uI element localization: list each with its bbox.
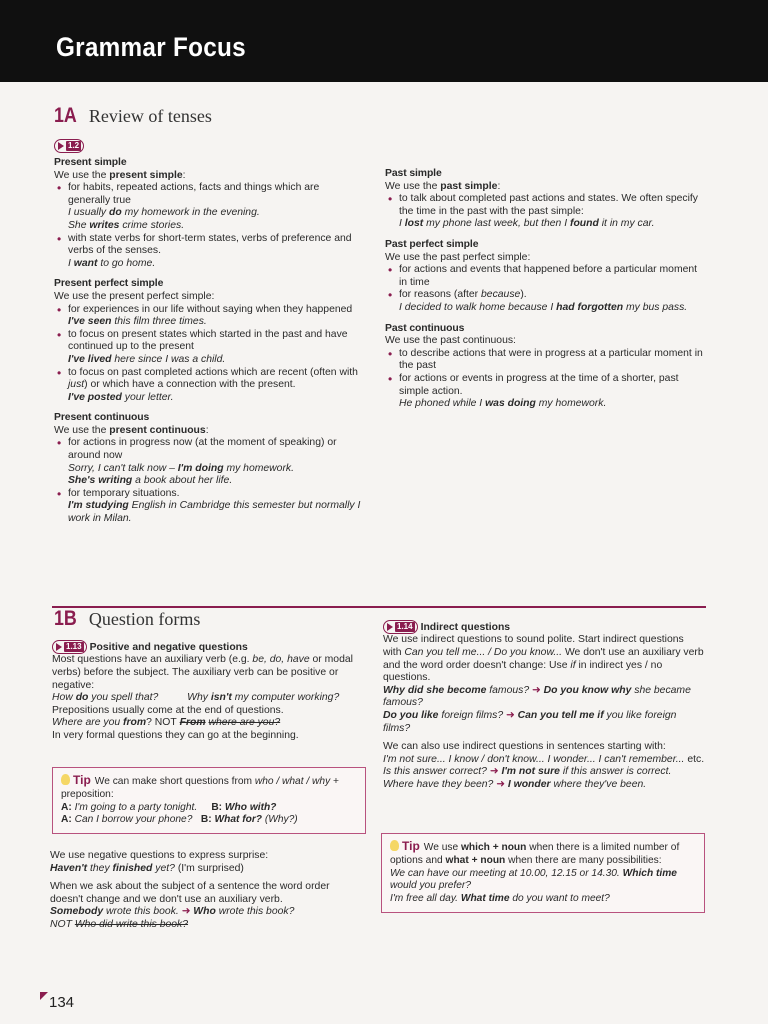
audio-play-icon[interactable]: 1.13	[52, 640, 87, 654]
example: I've posted your letter.	[68, 391, 174, 403]
heading-present-simple: Present simple	[54, 157, 127, 168]
column-1a-right: Past simple We use the past simple: • to talk about completed past actions and states. We often specify the time in the past with the past simple: I lost my phone last week, but then I found it in my car. Past perfect simple We use the past perfect simple: • for actions and events that happened before a particular moment in time • for reasons (after because). I decided to walk home because I had forgotten my bus pass. Past continuous We use the past continuous: • to describe actions that were in progress at a particular moment in the past • for actions or events in progress at the time of a shorter, past simple action. He phoned while I was doing my homework.	[385, 168, 705, 411]
corner-mark-icon	[40, 992, 48, 1000]
section-title: Review of tenses	[88, 106, 212, 126]
audio-play-icon[interactable]: 1.2	[54, 139, 84, 153]
example: I want to go home.	[68, 257, 156, 269]
list-item: • with state verbs for short-term states, verbs of preference and verbs of the senses.	[54, 233, 364, 258]
example: NOT Who did write this book?	[50, 918, 189, 930]
example: I decided to walk home because I had forgotten my bus pass.	[399, 301, 688, 313]
section-number: 1B	[54, 607, 77, 630]
lightbulb-icon	[390, 840, 399, 851]
heading-positive-negative: Positive and negative questions	[89, 641, 248, 653]
example: Do you like foreign films? ➜ Can you tell me if you like foreign films?	[383, 709, 677, 734]
heading-past-perfect: Past perfect simple	[385, 238, 479, 250]
example: He phoned while I was doing my homework.	[399, 398, 607, 410]
example: I lost my phone last week, but then I found it in my car.	[399, 218, 655, 230]
heading-indirect-questions: Indirect questions	[420, 621, 511, 633]
audio-play-icon[interactable]: 1.14	[383, 620, 418, 634]
list-item: • to focus on present states which started in the past and have continued up to the present	[54, 329, 364, 354]
list-item: • to focus on past completed actions which are recent (often with just) or which have a connection with the present.	[54, 367, 364, 392]
heading-present-perfect: Present perfect simple	[54, 278, 164, 290]
list-item: • for experiences in our life without saying when they happened	[54, 304, 364, 317]
column-1b-left-lower: We use negative questions to express surprise: Haven't they finished yet? (I'm surprised) When we ask about the subject of a sentence the word order doesn't change and we don't use an auxiliary verb. Somebody wrote this book. ➜ Who wrote this book? NOT Who did write this book?	[50, 850, 362, 932]
page-title: Grammar Focus	[56, 32, 246, 62]
example: She's writing a book about her life.	[68, 475, 233, 487]
list-item: • for temporary situations.	[54, 488, 364, 501]
heading-past-continuous: Past continuous	[385, 322, 465, 334]
section-1a-heading	[54, 104, 212, 128]
list-item: • for actions or events in progress at the time of a shorter, past simple action.	[385, 373, 705, 398]
list-item: • for habits, repeated actions, facts and things which are generally true	[54, 182, 364, 207]
example: Sorry, I can't talk now – I'm doing my homework.	[68, 462, 294, 474]
example: I usually do my homework in the evening.	[68, 207, 260, 219]
list-item: • for reasons (after because).	[385, 289, 705, 302]
example: Is this answer correct? ➜ I'm not sure if this answer is correct.	[383, 766, 672, 778]
example: I've seen this film three times.	[68, 316, 207, 328]
column-1a-left: Present simple We use the present simple: • for habits, repeated actions, facts and things which are generally true I usually do my homework in the evening. She writes crime stories. • with state verbs for short-term states, verbs of preference and verbs of the senses. I want to go home. Present perfect simple We use the present perfect simple: • for experiences in our life without saying when they happened I've seen this film three times. • to focus on present states which started in the past and have continued up to the present I've lived here since I was a child. • to focus on past completed actions which are recent (often with just) or which have a connection with the present. I've posted your letter. Present continuous We use the present continuous: • for actions in progress now (at the moment of speaking) or around now Sorry, I can't talk now – I'm doing my homework. She's writing a book about her life. • for temporary situations. I'm studying English in Cambridge this semester but normally I work in Milan.	[54, 157, 364, 526]
column-1b-right: 1.14 Indirect questions We use indirect questions to sound polite. Start indirect questions with Can you tell me... / Do you know... We don't use an auxiliary verb and the word order doesn't change: Use if in indirect yes / no questions. Why did she become famous? ➜ Do you know why she became famous? Do you like foreign films? ➜ Can you tell me if you like foreign films? We can also use indirect questions in sentences starting with: I'm not sure... I know / don't know... I wonder... I can't remember... etc. Is this answer correct? ➜ I'm not sure if this answer is correct. Where have they been? ➜ I wonder where they've been.	[383, 621, 705, 790]
section-number: 1A	[54, 104, 77, 127]
heading-present-continuous: Present continuous	[54, 412, 150, 424]
example: Somebody wrote this book. ➜ Who wrote this book?	[50, 906, 295, 918]
section-title: Question forms	[88, 609, 201, 629]
heading-past-simple: Past simple	[385, 168, 442, 179]
list-item: • for actions and events that happened before a particular moment in time	[385, 264, 705, 289]
header-bar	[0, 0, 768, 82]
audio-badge-1-2[interactable]	[54, 137, 87, 155]
example: I've lived here since I was a child.	[68, 353, 226, 365]
example: Why did she become famous? ➜ Do you know why she became famous?	[383, 684, 691, 709]
list-item: • for actions in progress now (at the moment of speaking) or around now	[54, 437, 364, 462]
example: Where have they been? ➜ I wonder where they've been.	[383, 778, 647, 790]
example: She writes crime stories.	[68, 219, 185, 231]
example: I'm studying English in Cambridge this semester but normally I work in Milan.	[68, 500, 361, 525]
example: Where are you from? NOT From where are you?	[52, 717, 281, 729]
section-1b-heading	[54, 607, 200, 631]
lightbulb-icon	[61, 774, 70, 785]
list-item: • to describe actions that were in progress at a particular moment in the past	[385, 348, 705, 373]
list-item: • to talk about completed past actions and states. We often specify the time in the past with the past simple:	[385, 193, 705, 218]
example: Haven't they finished yet? (I'm surprised)	[50, 862, 244, 874]
example: How do you spell that? Why isn't my computer working?	[52, 692, 340, 704]
page-number: 134	[40, 994, 74, 1011]
column-1b-left: 1.13 Positive and negative questions Most questions have an auxiliary verb (e.g. be, do, have or modal verbs) before the subject. The auxiliary verb can be positive or negative: How do you spell that? Why isn't my computer working? Prepositions usually come at the end of questions. Where are you from? NOT From where are you? In very formal questions they can go at the beginning.	[52, 640, 364, 743]
tip-box-which-what: Tip We use which + noun when there is a limited number of options and what + noun when there are many possibilities: We can have our meeting at 10.00, 12.15 or 14.30. Which time would you prefer? I'm free all day. What time do you want to meet?	[381, 833, 705, 913]
tip-box-short-questions: Tip We can make short questions from who / what / why + preposition: A: I'm going to a party tonight. B: Who with? A: Can I borrow your phone? B: What for? (Why?)	[52, 767, 366, 834]
